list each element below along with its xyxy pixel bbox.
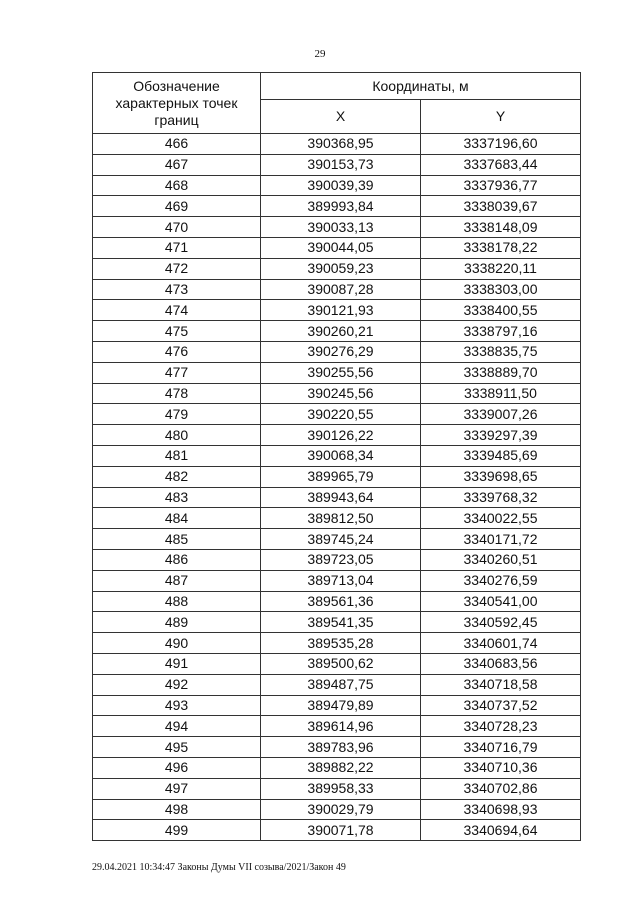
table-row (93, 425, 581, 446)
point-id-cell: 488 (93, 591, 261, 612)
x-coordinate-cell: 390087,28 (261, 279, 421, 300)
y-coordinate-cell: 3340260,51 (421, 549, 581, 570)
y-coordinate-cell: 3338220,11 (421, 258, 581, 279)
point-id-cell: 494 (93, 716, 261, 737)
y-coordinate-cell: 3337683,44 (421, 154, 581, 175)
x-coordinate-cell: 390255,56 (261, 362, 421, 383)
header-coordinates: Координаты, м (261, 73, 581, 100)
point-id-cell: 495 (93, 737, 261, 758)
table-row (93, 508, 581, 529)
y-coordinate-cell: 3339297,39 (421, 425, 581, 446)
table-row (93, 196, 581, 217)
y-coordinate-cell: 3340022,55 (421, 508, 581, 529)
x-coordinate-cell: 390126,22 (261, 425, 421, 446)
point-id-cell: 499 (93, 820, 261, 841)
point-id-cell: 491 (93, 653, 261, 674)
table-row (93, 279, 581, 300)
table-row (93, 175, 581, 196)
table-row (93, 757, 581, 778)
table-row (93, 487, 581, 508)
x-coordinate-cell: 390121,93 (261, 300, 421, 321)
y-coordinate-cell: 3340716,79 (421, 737, 581, 758)
table-row (93, 258, 581, 279)
y-coordinate-cell: 3340276,59 (421, 570, 581, 591)
y-coordinate-cell: 3339768,32 (421, 487, 581, 508)
x-coordinate-cell: 389713,04 (261, 570, 421, 591)
table-row (93, 653, 581, 674)
point-id-cell: 486 (93, 549, 261, 570)
table-row (93, 674, 581, 695)
x-coordinate-cell: 389500,62 (261, 653, 421, 674)
table-row (93, 362, 581, 383)
table-row (93, 529, 581, 550)
point-id-cell: 498 (93, 799, 261, 820)
x-coordinate-cell: 389479,89 (261, 695, 421, 716)
y-coordinate-cell: 3338303,00 (421, 279, 581, 300)
table-row (93, 820, 581, 841)
point-id-cell: 485 (93, 529, 261, 550)
table-body (93, 134, 581, 841)
x-coordinate-cell: 389723,05 (261, 549, 421, 570)
page-number: 29 (314, 48, 326, 60)
x-coordinate-cell: 390220,55 (261, 404, 421, 425)
point-id-cell: 496 (93, 757, 261, 778)
y-coordinate-cell: 3339007,26 (421, 404, 581, 425)
x-coordinate-cell: 390071,78 (261, 820, 421, 841)
table-row (93, 737, 581, 758)
point-id-cell: 490 (93, 633, 261, 654)
table-row (93, 716, 581, 737)
y-coordinate-cell: 3338797,16 (421, 321, 581, 342)
y-coordinate-cell: 3340710,36 (421, 757, 581, 778)
y-coordinate-cell: 3340592,45 (421, 612, 581, 633)
table-row (93, 549, 581, 570)
y-coordinate-cell: 3340694,64 (421, 820, 581, 841)
x-coordinate-cell: 389812,50 (261, 508, 421, 529)
table-row (93, 404, 581, 425)
x-coordinate-cell: 389541,35 (261, 612, 421, 633)
x-coordinate-cell: 390039,39 (261, 175, 421, 196)
point-id-cell: 478 (93, 383, 261, 404)
table-row (93, 237, 581, 258)
table-row (93, 466, 581, 487)
point-id-cell: 497 (93, 778, 261, 799)
y-coordinate-cell: 3338178,22 (421, 237, 581, 258)
y-coordinate-cell: 3338835,75 (421, 341, 581, 362)
header-x: X (261, 100, 421, 134)
point-id-cell: 484 (93, 508, 261, 529)
x-coordinate-cell: 390276,29 (261, 341, 421, 362)
y-coordinate-cell: 3340702,86 (421, 778, 581, 799)
point-id-cell: 467 (93, 154, 261, 175)
y-coordinate-cell: 3337196,60 (421, 134, 581, 155)
x-coordinate-cell: 390260,21 (261, 321, 421, 342)
x-coordinate-cell: 390033,13 (261, 217, 421, 238)
point-id-cell: 470 (93, 217, 261, 238)
table-row (93, 695, 581, 716)
y-coordinate-cell: 3340737,52 (421, 695, 581, 716)
point-id-cell: 479 (93, 404, 261, 425)
point-id-cell: 474 (93, 300, 261, 321)
point-id-cell: 468 (93, 175, 261, 196)
point-id-cell: 466 (93, 134, 261, 155)
y-coordinate-cell: 3337936,77 (421, 175, 581, 196)
table-row (93, 300, 581, 321)
x-coordinate-cell: 389958,33 (261, 778, 421, 799)
x-coordinate-cell: 389965,79 (261, 466, 421, 487)
table-row (93, 799, 581, 820)
x-coordinate-cell: 389943,64 (261, 487, 421, 508)
x-coordinate-cell: 389535,28 (261, 633, 421, 654)
y-coordinate-cell: 3339485,69 (421, 445, 581, 466)
x-coordinate-cell: 390059,23 (261, 258, 421, 279)
x-coordinate-cell: 389882,22 (261, 757, 421, 778)
table-row (93, 445, 581, 466)
x-coordinate-cell: 389783,96 (261, 737, 421, 758)
y-coordinate-cell: 3340728,23 (421, 716, 581, 737)
point-id-cell: 471 (93, 237, 261, 258)
table-row (93, 383, 581, 404)
x-coordinate-cell: 390029,79 (261, 799, 421, 820)
header-y: Y (421, 100, 581, 134)
x-coordinate-cell: 390153,73 (261, 154, 421, 175)
point-id-cell: 489 (93, 612, 261, 633)
point-id-cell: 493 (93, 695, 261, 716)
y-coordinate-cell: 3340698,93 (421, 799, 581, 820)
coordinates-table (92, 72, 581, 841)
x-coordinate-cell: 389487,75 (261, 674, 421, 695)
x-coordinate-cell: 389745,24 (261, 529, 421, 550)
x-coordinate-cell: 389614,96 (261, 716, 421, 737)
x-coordinate-cell: 390368,95 (261, 134, 421, 155)
point-id-cell: 492 (93, 674, 261, 695)
table-row (93, 778, 581, 799)
point-id-cell: 477 (93, 362, 261, 383)
footer-stamp: 29.04.2021 10:34:47 Законы Думы VII созыва/2021/Закон 49 (92, 862, 346, 873)
table-row (93, 612, 581, 633)
y-coordinate-cell: 3338911,50 (421, 383, 581, 404)
table-row (93, 321, 581, 342)
table-row (93, 570, 581, 591)
point-id-cell: 472 (93, 258, 261, 279)
x-coordinate-cell: 390068,34 (261, 445, 421, 466)
y-coordinate-cell: 3338400,55 (421, 300, 581, 321)
point-id-cell: 482 (93, 466, 261, 487)
table-row (93, 591, 581, 612)
y-coordinate-cell: 3340541,00 (421, 591, 581, 612)
y-coordinate-cell: 3340171,72 (421, 529, 581, 550)
x-coordinate-cell: 390044,05 (261, 237, 421, 258)
x-coordinate-cell: 389993,84 (261, 196, 421, 217)
point-id-cell: 476 (93, 341, 261, 362)
table-row (93, 154, 581, 175)
table-row (93, 633, 581, 654)
y-coordinate-cell: 3340683,56 (421, 653, 581, 674)
table-row (93, 134, 581, 155)
point-id-cell: 487 (93, 570, 261, 591)
point-id-cell: 473 (93, 279, 261, 300)
y-coordinate-cell: 3338889,70 (421, 362, 581, 383)
table-row (93, 341, 581, 362)
point-id-cell: 483 (93, 487, 261, 508)
y-coordinate-cell: 3338148,09 (421, 217, 581, 238)
point-id-cell: 480 (93, 425, 261, 446)
y-coordinate-cell: 3339698,65 (421, 466, 581, 487)
point-id-cell: 481 (93, 445, 261, 466)
x-coordinate-cell: 390245,56 (261, 383, 421, 404)
y-coordinate-cell: 3340718,58 (421, 674, 581, 695)
table-row (93, 217, 581, 238)
header-point-name: Обозначение характерных точек границ (93, 73, 261, 134)
y-coordinate-cell: 3340601,74 (421, 633, 581, 654)
point-id-cell: 475 (93, 321, 261, 342)
point-id-cell: 469 (93, 196, 261, 217)
y-coordinate-cell: 3338039,67 (421, 196, 581, 217)
x-coordinate-cell: 389561,36 (261, 591, 421, 612)
